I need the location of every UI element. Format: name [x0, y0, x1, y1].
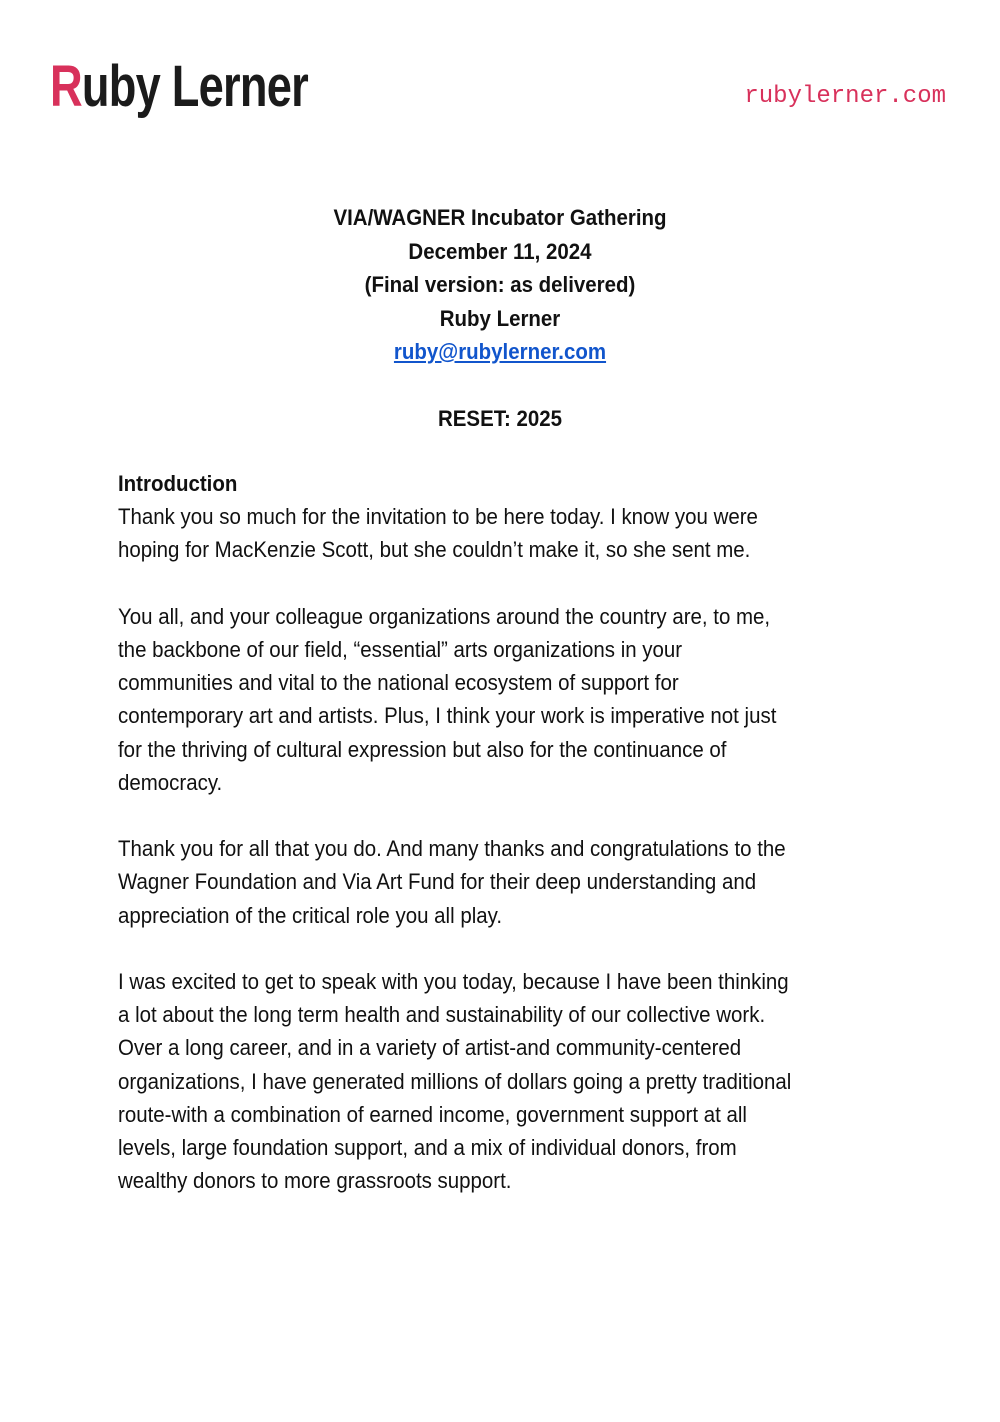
author-name: Ruby Lerner — [439, 305, 561, 331]
paragraph-line: route-with a combination of earned income, government support at all — [118, 1101, 747, 1127]
author-email-line — [35, 335, 965, 369]
paragraph-gap — [118, 932, 881, 965]
paragraph-line: Over a long career, and in a variety of artist-and community-centered — [118, 1035, 742, 1061]
title-block — [35, 201, 965, 436]
author-email-link[interactable]: ruby@rubylerner.com — [393, 339, 607, 364]
paragraph-line: hoping for MacKenzie Scott, but she couldn’t make it, so she sent me. — [118, 537, 751, 563]
paragraph-4 — [118, 965, 881, 1197]
logo-name-rest: uby Lerner — [81, 54, 308, 119]
body-text — [118, 467, 881, 1197]
paragraph-line: contemporary art and artists. Plus, I think your work is imperative not just — [118, 703, 777, 729]
paragraph-2 — [118, 600, 881, 799]
paragraph-line: communities and vital to the national ecosystem of support for — [118, 670, 679, 696]
event-title: VIA/WAGNER Incubator Gathering — [333, 205, 667, 230]
paragraph-line: You all, and your colleague organizations around the country are, to me, — [118, 603, 771, 629]
paragraph-line: Thank you for all that you do. And many thanks and congratulations to the — [118, 836, 786, 862]
paragraph-1 — [118, 500, 881, 566]
paragraph-line: organizations, I have generated millions of dollars going a pretty traditional — [118, 1068, 792, 1094]
paragraph-line: Thank you so much for the invitation to be here today. I know you were — [118, 504, 758, 530]
paragraph-line: levels, large foundation support, and a mix of individual donors, from — [118, 1135, 737, 1161]
logo-initial: R — [50, 54, 82, 119]
paragraph-line: wealthy donors to more grassroots support. — [118, 1168, 512, 1194]
version-note: (Final version: as delivered) — [364, 272, 636, 297]
section-heading: Introduction — [118, 471, 238, 496]
paragraph-line: a lot about the long term health and sustainability of our collective work. — [118, 1002, 766, 1028]
document-subtitle: RESET: 2025 — [438, 406, 562, 431]
site-url[interactable]: rubylerner.com — [744, 83, 946, 110]
paragraph-line: appreciation of the critical role you all play. — [118, 902, 503, 928]
paragraph-line: the backbone of our field, “essential” arts organizations in your — [118, 637, 683, 662]
paragraph-gap — [118, 799, 881, 832]
paragraph-line: Wagner Foundation and Via Art Fund for their deep understanding and — [118, 869, 757, 895]
paragraph-line: I was excited to get to speak with you today, because I have been thinking — [118, 969, 789, 994]
event-date: December 11, 2024 — [408, 238, 592, 264]
title-spacer — [35, 369, 965, 403]
paragraph-gap — [118, 567, 881, 600]
paragraph-line: for the thriving of cultural expression but also for the continuance of — [118, 736, 727, 762]
paragraph-3 — [118, 832, 881, 932]
logo — [50, 52, 308, 122]
paragraph-line: democracy. — [118, 769, 223, 795]
